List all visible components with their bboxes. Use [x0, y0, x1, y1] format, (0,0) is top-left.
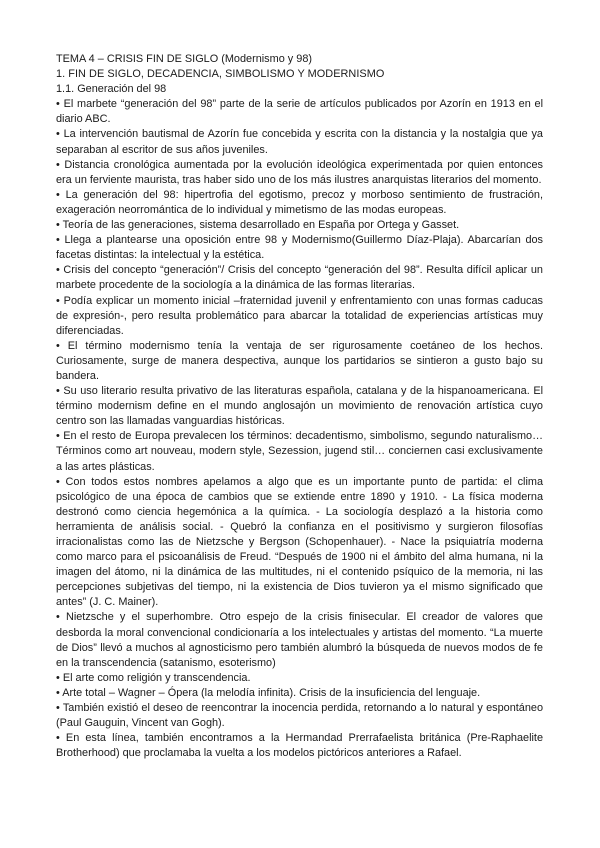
- bullet-paragraph: • El término modernismo tenía la ventaja de ser rigurosamente coetáneo de los hechos. Curiosamente, surge de manera despectiva, aunque los partidarios se sintieron a gusto bajo su bandera.: [56, 339, 543, 382]
- bullet-paragraph: • También existió el deseo de reencontrar la inocencia perdida, retornando a lo natural y espontáneo (Paul Gauguin, Vincent van Gogh).: [56, 702, 543, 730]
- bullet-paragraph: • Su uso literario resulta privativo de las literaturas española, catalana y de la hispanoamericana. El término modernism define en el mundo anglosajón un movimiento de renovación artística cuyo centro son las llamadas vanguardias históricas.: [56, 385, 543, 428]
- bullet-paragraph: • El marbete “generación del 98” parte de la serie de artículos publicados por Azorín en 1913 en el diario ABC.: [56, 98, 543, 126]
- bullet-paragraph: • Teoría de las generaciones, sistema desarrollado en España por Ortega y Gasset.: [56, 219, 460, 232]
- bullet-paragraph: • Crisis del concepto “generación”/ Crisis del concepto “generación del 98”. Resulta difícil aplicar un marbete procedente de la sociología a la dinámica de las formas literarias.: [56, 264, 543, 292]
- bullet-paragraph: • La generación del 98: hipertrofia del egotismo, precoz y morboso sentimiento de frustración, exageración neorromántica de lo individual y mimetismo de las modas europeas.: [56, 188, 543, 216]
- section-heading: 1. FIN DE SIGLO, DECADENCIA, SIMBOLISMO Y MODERNISMO: [56, 68, 385, 81]
- bullet-paragraph: • Distancia cronológica aumentada por la evolución ideológica experimentada por quien entonces era un ferviente maurista, tras haber sido uno de los más ilustres anarquistas literarios del momento.: [56, 158, 543, 186]
- bullet-paragraph: • El arte como religión y transcendencia.: [56, 671, 251, 684]
- bullet-paragraph: • Nietzsche y el superhombre. Otro espejo de la crisis finisecular. El creador de valores que desborda la moral convencional condicionaría a los intelectuales y artistas del momento. “La muerte de Dios” llevó a muchos al agnosticismo pero también alumbró la búsqueda de nuevos modos de fe en la transcendencia (satanismo, esoterismo): [56, 611, 543, 669]
- bullet-paragraph: • Llega a plantearse una oposición entre 98 y Modernismo(Guillermo Díaz-Plaja). Abarcarían dos facetas distintas: la intelectual y la estética.: [56, 234, 543, 262]
- bullet-paragraph: • En esta línea, también encontramos a la Hermandad Prerrafaelista británica (Pre-Raphaelite Brotherhood) que proclamaba la vuelta a los modelos pictóricos anteriores a Rafael.: [56, 732, 543, 760]
- bullet-paragraph: • Podía explicar un momento inicial –fraternidad juvenil y enfrentamiento con unas formas caducas de expresión-, pero resulta problemático para abarcar la totalidad de experiencias artísticas muy diferenciadas.: [56, 294, 543, 337]
- subsection-heading: 1.1. Generación del 98: [56, 83, 167, 96]
- document-title: TEMA 4 – CRISIS FIN DE SIGLO (Modernismo y 98): [56, 53, 312, 65]
- document-page: [56, 52, 543, 761]
- bullet-paragraph: • En el resto de Europa prevalecen los términos: decadentismo, simbolismo, segundo naturalismo… Términos como art nouveau, modern style, Sezession, jugend stil… conciernen casi exclusivamente a las artes plásticas.: [56, 430, 543, 473]
- bullet-paragraph: • Arte total – Wagner – Ópera (la melodía infinita). Crisis de la insuficiencia del lenguaje.: [56, 686, 481, 699]
- bullet-paragraph: • Con todos estos nombres apelamos a algo que es un importante punto de partida: el clima psicológico de una época de cambios que se extiende entre 1890 y 1910. - La física moderna destronó como ciencia hegemónica a la química. - La sociología desplazó a la historia como herramienta de análisis social. - Quebró la confianza en el positivismo y surgieron filosofías irracionalistas como las de Nietzsche y Bergson (Schopenhauer). - Nace la psiquiatría moderna como marco para el psicoanálisis de Freud. “Después de 1900 ni el ámbito del alma humana, ni la imagen del átomo, ni la dinámica de las multitudes, ni el contenido psíquico de la memoria, ni las percepciones subjetivas del tiempo, ni la existencia de Dios tuvieron ya el mismo significado que antes” (J. C. Mainer).: [56, 475, 543, 609]
- bullet-paragraph: • La intervención bautismal de Azorín fue concebida y escrita con la distancia y la nostalgia que ya separaban al escritor de sus años juveniles.: [56, 128, 543, 156]
